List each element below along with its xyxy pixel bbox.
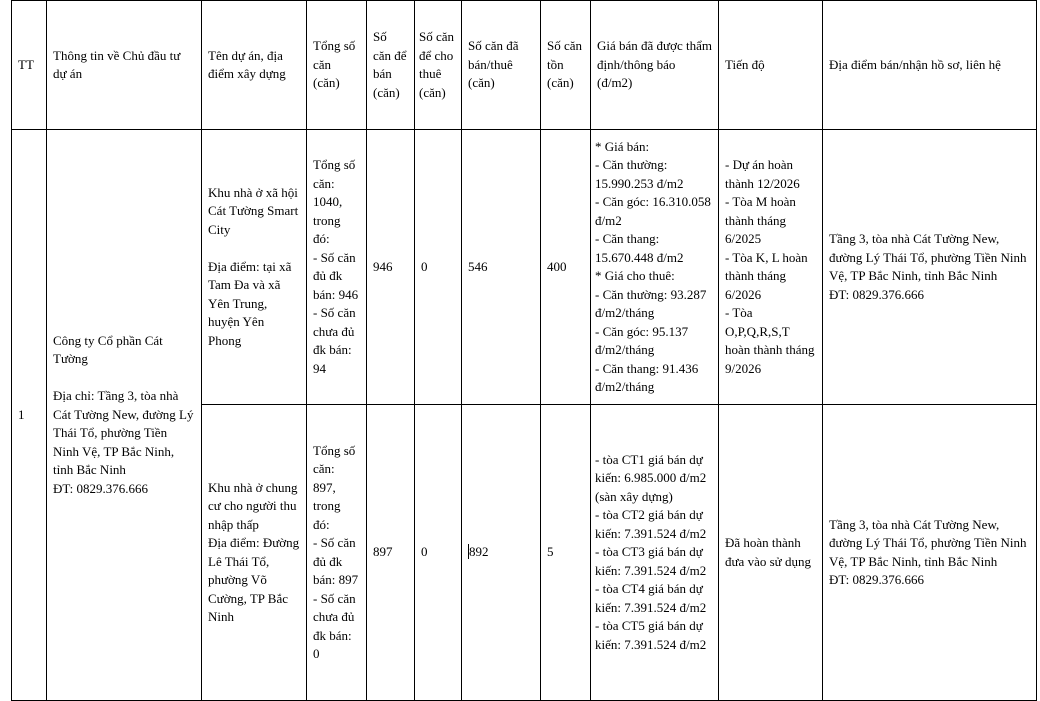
units-sold: 546 (462, 130, 541, 405)
units-sold-cell[interactable] (462, 405, 541, 701)
row-number: 1 (12, 130, 47, 701)
total-units: Tổng số căn: 897, trong đó: - Số căn đủ đk bán: 897 - Số căn chưa đủ đk bán: 0 (307, 405, 367, 701)
project-name: Khu nhà ở xã hội Cát Tường Smart City Địa điểm: tại xã Tam Đa và xã Yên Trung, huyện Yên Phong (202, 130, 307, 405)
units-remaining: 5 (541, 405, 591, 701)
total-units: Tổng số căn: 1040, trong đó: - Số căn đủ đk bán: 946 - Số căn chưa đủ đk bán: 94 (307, 130, 367, 405)
header-total: Tổng số căn (căn) (307, 1, 367, 130)
header-remaining: Số căn tồn (căn) (541, 1, 591, 130)
header-sold: Số căn đã bán/thuê (căn) (462, 1, 541, 130)
table-row (12, 130, 1037, 405)
price-info: * Giá bán: - Căn thường: 15.990.253 đ/m2 - Căn góc: 16.310.058 đ/m2 - Căn thang: 15.670.448 đ/m2 * Giá cho thuê: - Căn thường: 93.287 đ/m2/tháng - Căn góc: 95.137 đ/m2/tháng - Căn thang: 91.436 đ/m2/tháng (591, 130, 719, 405)
header-row (12, 1, 1037, 130)
housing-projects-table (11, 0, 1037, 701)
header-owner: Thông tin về Chủ đầu tư dự án (47, 1, 202, 130)
units-sold: 892 (469, 544, 489, 560)
header-project: Tên dự án, địa điểm xây dựng (202, 1, 307, 130)
contact-info: Tầng 3, tòa nhà Cát Tường New, đường Lý Thái Tổ, phường Tiền Ninh Vệ, TP Bắc Ninh, tỉnh Bắc Ninh ĐT: 0829.376.666 (823, 405, 1037, 701)
header-for-rent: Số căn để cho thuê (căn) (415, 1, 462, 130)
project-name: Khu nhà ở chung cư cho người thu nhập thấp Địa điểm: Đường Lê Thái Tổ, phường Võ Cường, TP Bắc Ninh (202, 405, 307, 701)
units-for-rent: 0 (415, 130, 462, 405)
units-remaining: 400 (541, 130, 591, 405)
owner-info: Công ty Cổ phần Cát Tường Địa chỉ: Tầng 3, tòa nhà Cát Tường New, đường Lý Thái Tổ, phường Tiền Ninh Vệ, TP Bắc Ninh, tỉnh Bắc Ninh ĐT: 0829.376.666 (47, 130, 202, 701)
contact-info: Tầng 3, tòa nhà Cát Tường New, đường Lý Thái Tổ, phường Tiền Ninh Vệ, TP Bắc Ninh, tỉnh Bắc Ninh ĐT: 0829.376.666 (823, 130, 1037, 405)
price-info: - tòa CT1 giá bán dự kiến: 6.985.000 đ/m2 (sàn xây dựng) - tòa CT2 giá bán dự kiến: 7.391.524 đ/m2 - tòa CT3 giá bán dự kiến: 7.391.524 đ/m2 - tòa CT4 giá bán dự kiến: 7.391.524 đ/m2 - tòa CT5 giá bán dự kiến: 7.391.524 đ/m2 (591, 405, 719, 701)
units-for-sale: 897 (367, 405, 415, 701)
header-progress: Tiến độ (719, 1, 823, 130)
units-for-rent: 0 (415, 405, 462, 701)
header-price: Giá bán đã được thẩm định/thông báo (đ/m2) (591, 1, 719, 130)
progress-info: Đã hoàn thành đưa vào sử dụng (719, 405, 823, 701)
progress-info: - Dự án hoàn thành 12/2026 - Tòa M hoàn thành tháng 6/2025 - Tòa K, L hoàn thành tháng 6/2026 - Tòa O,P,Q,R,S,T hoàn thành tháng 9/2026 (719, 130, 823, 405)
header-contact: Địa điểm bán/nhận hồ sơ, liên hệ (823, 1, 1037, 130)
header-tt: TT (12, 1, 47, 130)
units-for-sale: 946 (367, 130, 415, 405)
header-for-sale: Số căn để bán (căn) (367, 1, 415, 130)
